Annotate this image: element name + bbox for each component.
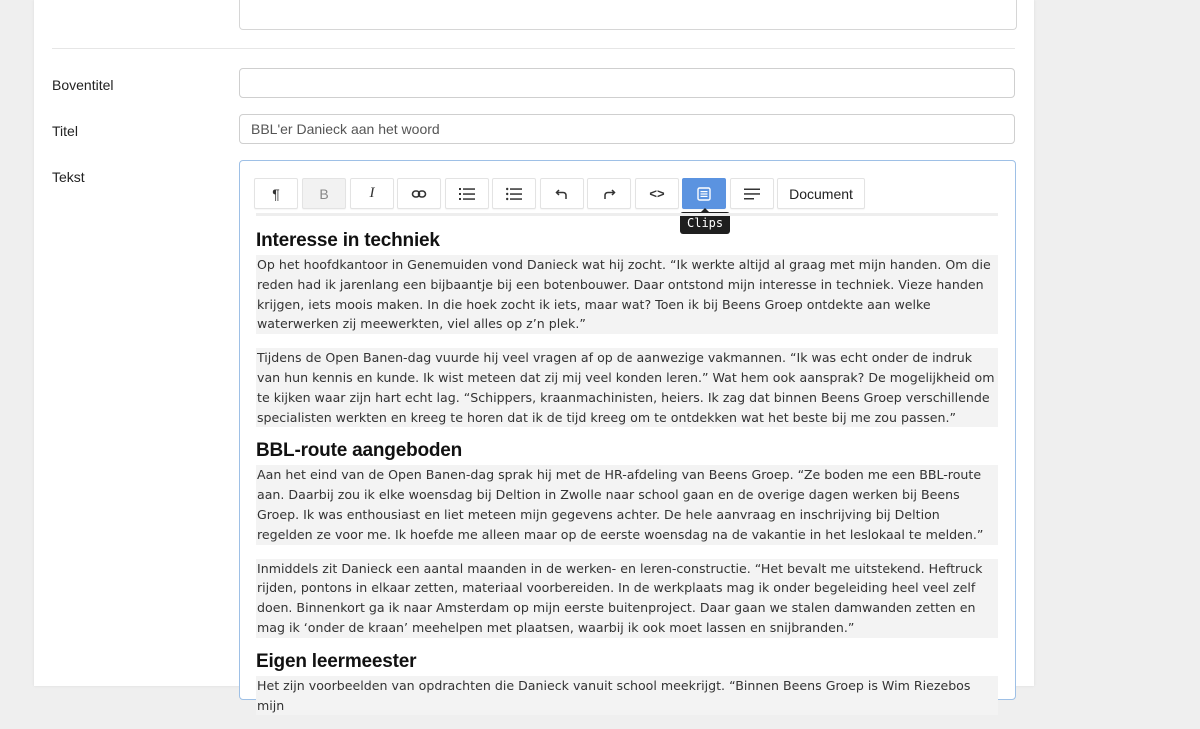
align-button[interactable] [730,178,774,209]
tekst-label: Tekst [52,169,85,185]
code-button[interactable] [635,178,679,209]
ordered-list-button[interactable] [445,178,489,209]
paragraph-1: Op het hoofdkantoor in Genemuiden vond Danieck wat hij zocht. “Ik werkte altijd al graag met mijn handen. Om die reden had ik jarenlang een bijbaantje bij een botenbouwer. Daar ontstond mijn interesse in techniek. Vieze handen krijgen, iets moois maken. In die hoek zocht ik iets, maar wat? Toen ik bij Beens Groep ontdekte aan welke waterwerken zij meewerkten, viel alles op z’n plek.” [256,255,998,334]
rich-text-editor[interactable] [239,160,1016,713]
italic-icon: I [369,185,375,201]
paragraph-3: Aan het eind van de Open Banen-dag sprak hij met de HR-afdeling van Beens Groep. “Ze boden me een BBL-route aan. Daarbij zou ik elke woensdag bij Deltion in Zwolle naar school gaan en de overige dagen werken bij Beens Groep. Ik was enthousiast en liet meteen mijn gegevens achter. De hele aanvraag en inschrijving bij Deltion regelden ze voor me. Ik hoefde me alleen maar op de eerste woensdag na de vakantie in het leslokaal te melden.” [256,465,998,544]
paragraph-5: Het zijn voorbeelden van opdrachten die Danieck vanuit school meekrijgt. “Binnen Beens Groep is Wim Riezebos mijn [256,676,998,716]
clips-button[interactable] [682,178,726,209]
editor-content[interactable] [256,213,998,729]
unordered-list-button[interactable] [492,178,536,209]
titel-input[interactable] [239,114,1015,144]
boventitel-label: Boventitel [52,77,114,93]
undo-icon [555,187,569,201]
paragraph-4: Inmiddels zit Danieck een aantal maanden in de werken- en leren-constructie. “Het bevalt me uitstekend. Heftruck rijden, pontons in elkaar zetten, materiaal voorbereiden. In de werkplaats mag ik onder begeleiding heel veel zelf doen. Binnenkort ga ik naar Amsterdam op mijn eerste buitenproject. Daar gaan we stalen damwanden zetten en mag ik ‘onder de kraan’ meehelpen met plaatsen, waarbij ik ook moet lassen en snijbranden.” [256,559,998,638]
clip-fragment [256,213,998,216]
heading-bbl-route: BBL-route aangeboden [256,440,463,462]
bold-button[interactable] [302,178,346,209]
paragraph-icon: ¶ [272,185,280,202]
link-button[interactable] [397,178,441,209]
redo-button[interactable] [587,178,631,209]
align-left-icon [744,188,760,200]
paragraph-2: Tijdens de Open Banen-dag vuurde hij veel vragen af op de aanwezige vakmannen. “Ik was echt onder de indruk van hun kennis en kunde. Ik wist meteen dat zij mij veel konden leren.” Wat hem ook aansprak? De mogelijkheid om te kijken waar zijn hart echt lag. “Schippers, kraanmachinisten, heiers. Ik zag dat binnen Beens Groep verschillende specialisten werkten en kreeg te horen dat ik de tijd kreeg om te ontdekken wat het beste bij me zou passen.” [256,348,998,427]
paragraph-button[interactable] [254,178,298,209]
code-icon: <> [649,186,665,201]
document-button[interactable]: Document [777,178,865,209]
italic-button[interactable] [350,178,394,209]
bold-icon: B [319,185,329,202]
link-icon [411,186,427,202]
clips-tooltip: Clips [680,212,730,234]
ordered-list-icon [459,187,475,201]
heading-leermeester: Eigen leermeester [256,650,417,672]
titel-label: Titel [52,123,78,139]
unordered-list-icon [506,187,522,201]
previous-field[interactable] [239,0,1017,30]
boventitel-input[interactable] [239,68,1015,98]
redo-icon [602,187,616,201]
divider [52,48,1015,49]
heading-interesse: Interesse in techniek [256,230,440,251]
clips-icon [697,187,711,201]
undo-button[interactable] [540,178,584,209]
form-panel [34,0,1034,713]
